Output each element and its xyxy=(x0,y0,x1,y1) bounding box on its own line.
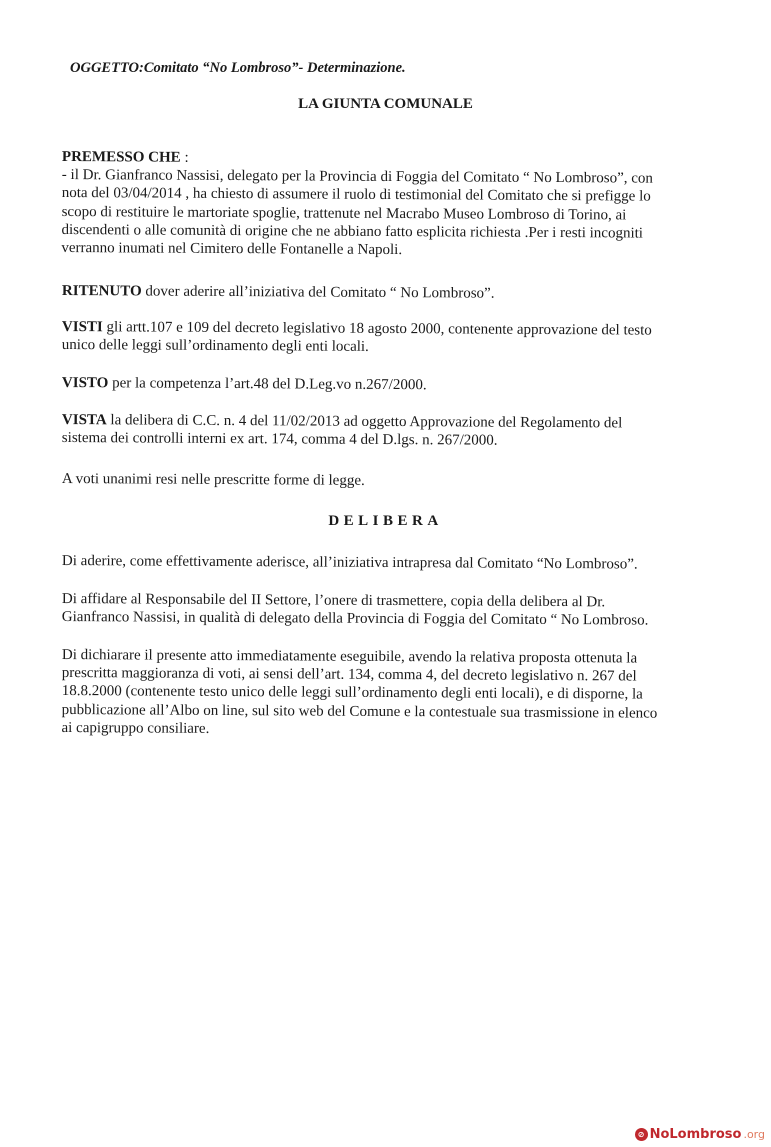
decision-line: Gianfranco Nassisi, in qualità di delegato della Provincia di Foggia del Comitato “ No Lombroso. xyxy=(61,609,649,629)
delibera-heading: DELIBERA xyxy=(328,513,443,529)
decision-line: ai capigruppo consiliare. xyxy=(61,719,210,737)
decision-line: pubblicazione all’Albo on line, sul sito web del Comune e la contestuale sua trasmissione in elenco xyxy=(61,701,658,722)
decision-dichiarare xyxy=(61,646,730,741)
decision-aderire: Di aderire, come effettivamente aderisce, all’iniziativa intrapresa dal Comitato “No Lombroso”. xyxy=(61,553,638,573)
decision-line: 18.8.2000 (contenente testo unico delle leggi sull’ordinamento degli enti locali), e di disporne, la xyxy=(61,683,643,703)
premesso-line: nota del 03/04/2014 , ha chiesto di assumere il ruolo di testimonial del Comitato che si prefigge lo xyxy=(61,185,651,206)
council-heading: LA GIUNTA COMUNALE xyxy=(298,96,473,112)
no-lombroso-logo-icon: ⊘ xyxy=(635,1128,648,1141)
voti-statement: A voti unanimi resi nelle prescritte forme di legge. xyxy=(61,470,365,489)
visto-section xyxy=(62,374,730,396)
visto-keyword: VISTO xyxy=(61,374,109,392)
premesso-section xyxy=(61,148,730,261)
watermark-text: NoLombroso xyxy=(649,1126,742,1142)
watermark-domain: .org xyxy=(743,1127,765,1141)
watermark-logo xyxy=(635,1125,765,1143)
visti-line: gli artt.107 e 109 del decreto legislativo 18 agosto 2000, contenente approvazione del testo xyxy=(102,319,652,339)
visto-text: per la competenza l’art.48 del D.Leg.vo n.267/2000. xyxy=(108,375,427,394)
decision-line: Di dichiarare il presente atto immediatamente eseguibile, avendo la relativa proposta ottenuta la xyxy=(61,647,638,667)
subject-line: OGGETTO:Comitato “No Lombroso”- Determinazione. xyxy=(70,60,406,76)
premesso-line: - il Dr. Gianfranco Nassisi, delegato per la Provincia di Foggia del Comitato “ No Lombroso”, con xyxy=(61,167,653,187)
vista-line: sistema dei controlli interni ex art. 174, comma 4 del D.lgs. n. 267/2000. xyxy=(61,430,498,449)
visti-line: unico delle leggi sull’ordinamento degli enti locali. xyxy=(61,337,369,356)
premesso-colon: : xyxy=(180,149,189,166)
ritenuto-keyword: RITENUTO xyxy=(61,282,142,300)
premesso-line: discendenti o alle comunità di origine che ne abbiano fatto esplicita richiesta .Per i resti incogniti xyxy=(61,221,644,242)
decision-affidare xyxy=(62,590,730,630)
premesso-line: verranno inumati nel Cimitero delle Fontanelle a Napoli. xyxy=(61,240,403,259)
ritenuto-text: dover aderire all’iniziativa del Comitato “ No Lombroso”. xyxy=(141,283,495,302)
premesso-line: scopo di restituire le martoriate spoglie, trattenute nel Macrabo Museo Lombroso di Torino, ai xyxy=(61,203,627,224)
decision-line: Di affidare al Responsabile del II Settore, l’onere di trasmettere, copia della delibera al Dr. xyxy=(61,591,606,611)
ritenuto-section xyxy=(62,282,730,304)
visti-keyword: VISTI xyxy=(61,318,103,336)
vista-keyword: VISTA xyxy=(61,411,107,429)
decision-line: prescritta maggioranza di voti, ai sensi dell’art. 134, comma 4, del decreto legislativo n. 267 del xyxy=(61,665,637,685)
premesso-keyword: PREMESSO CHE xyxy=(61,148,181,166)
visti-section xyxy=(62,318,730,358)
vista-line: la delibera di C.C. n. 4 del 11/02/2013 ad oggetto Approvazione del Regolamento del xyxy=(106,412,623,432)
vista-section xyxy=(62,411,730,451)
